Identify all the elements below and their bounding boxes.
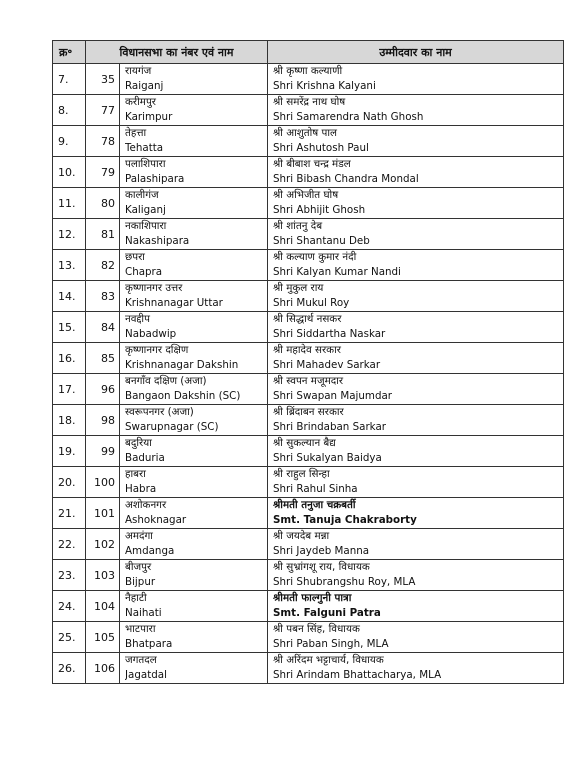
serial-number-text: 22.: [58, 537, 76, 551]
candidate-name-english: Shri Sukalyan Baidya: [273, 452, 382, 464]
constituency-name-hindi: पलाशिपारा: [125, 158, 166, 170]
candidate-name-hindi: श्री स्वपन मजूमदार: [273, 375, 344, 387]
candidate-name-hindi: श्री समरेंद्र नाथ घोष: [273, 96, 346, 108]
serial-number-text: 9.: [58, 134, 69, 148]
serial-number-text: 24.: [58, 599, 76, 613]
constituency-number: [86, 405, 120, 436]
serial-number: [53, 498, 86, 529]
serial-number-text: 7.: [58, 72, 69, 86]
serial-number-text: 10.: [58, 165, 76, 179]
candidate-name-hindi: श्री सुभ्रांगशू राय, विधायक: [273, 561, 370, 573]
table-row: [53, 529, 564, 560]
table-row: [53, 95, 564, 126]
constituency-name-hindi: बीजपुर: [125, 561, 152, 573]
constituency-name: [120, 64, 268, 95]
candidate-name-hindi: श्रीमती तनुजा चक्रबर्ती: [273, 499, 356, 511]
serial-number: [53, 250, 86, 281]
constituency-name: [120, 560, 268, 591]
constituency-number-text: 79: [101, 165, 115, 179]
serial-header: क्र॰: [53, 41, 86, 64]
candidate-name: [268, 529, 564, 560]
candidate-name: [268, 95, 564, 126]
constituency-name-hindi: कृष्णानगर उत्तर: [125, 282, 183, 294]
table-row: [53, 219, 564, 250]
constituency-number: [86, 95, 120, 126]
candidate-name-english: Shri Krishna Kalyani: [273, 80, 376, 92]
serial-number: [53, 281, 86, 312]
constituency-number-text: 99: [101, 444, 115, 458]
constituency-number-text: 104: [94, 599, 115, 613]
constituency-name: [120, 157, 268, 188]
constituency-number: [86, 653, 120, 684]
candidate-name: [268, 157, 564, 188]
constituency-name: [120, 653, 268, 684]
candidate-name: [268, 250, 564, 281]
table-row: [53, 560, 564, 591]
serial-number: [53, 560, 86, 591]
constituency-number: [86, 622, 120, 653]
constituency-name: [120, 591, 268, 622]
constituency-number-text: 80: [101, 196, 115, 210]
serial-number: [53, 374, 86, 405]
serial-number: [53, 64, 86, 95]
serial-number-text: 18.: [58, 413, 76, 427]
candidate-name-hindi: श्री शांतनु देब: [273, 220, 323, 232]
candidate-name-hindi: श्री जयदेब मन्ना: [273, 530, 330, 542]
constituency-name: [120, 622, 268, 653]
candidate-name-english: Shri Jaydeb Manna: [273, 545, 370, 557]
candidate-name: [268, 591, 564, 622]
constituency-name-hindi: नकाशिपारा: [125, 220, 167, 232]
constituency-name-hindi: नैहाटी: [125, 592, 147, 604]
candidate-name-english: Shri Swapan Majumdar: [273, 390, 393, 402]
constituency-name-hindi: तेहत्ता: [125, 127, 147, 139]
table-row: [53, 467, 564, 498]
constituency-name-english: Nabadwip: [125, 328, 177, 340]
serial-number-text: 16.: [58, 351, 76, 365]
constituency-number-text: 106: [94, 661, 115, 675]
constituency-name-hindi: कालीगंज: [125, 189, 159, 201]
constituency-number-text: 78: [101, 134, 115, 148]
candidate-name-hindi: श्री अभिजीत घोष: [273, 189, 339, 201]
candidate-name-hindi: श्री महादेव सरकार: [273, 344, 341, 356]
serial-number: [53, 312, 86, 343]
serial-number-text: 25.: [58, 630, 76, 644]
serial-number-text: 8.: [58, 103, 69, 117]
constituency-name-hindi: छपरा: [125, 251, 145, 263]
constituency-name: [120, 219, 268, 250]
constituency-number: [86, 529, 120, 560]
candidate-name-hindi: श्री ब्रिंदाबन सरकार: [273, 406, 344, 418]
candidate-name-english: Shri Rahul Sinha: [273, 483, 358, 495]
candidate-name-english: Shri Mukul Roy: [273, 297, 350, 309]
constituency-name-english: Jagatdal: [125, 669, 167, 681]
constituency-number-text: 105: [94, 630, 115, 644]
serial-number: [53, 188, 86, 219]
constituency-name: [120, 405, 268, 436]
constituency-number: [86, 64, 120, 95]
constituency-name: [120, 374, 268, 405]
constituency-name: [120, 467, 268, 498]
constituency-name: [120, 188, 268, 219]
constituency-number-text: 81: [101, 227, 115, 241]
candidate-table: [52, 40, 564, 684]
serial-number: [53, 126, 86, 157]
serial-number: [53, 591, 86, 622]
candidate-name-english: Smt. Tanuja Chakraborty: [273, 514, 417, 526]
constituency-name-english: Baduria: [125, 452, 165, 464]
constituency-name: [120, 95, 268, 126]
constituency-number-text: 96: [101, 382, 115, 396]
constituency-name-hindi: भाटपारा: [125, 623, 156, 635]
constituency-number-text: 102: [94, 537, 115, 551]
constituency-name-english: Krishnanagar Uttar: [125, 297, 223, 309]
serial-number-text: 19.: [58, 444, 76, 458]
candidate-name-english: Shri Mahadev Sarkar: [273, 359, 381, 371]
candidate-name: [268, 498, 564, 529]
constituency-number: [86, 467, 120, 498]
constituency-number: [86, 498, 120, 529]
candidate-header: उम्मीदवार का नाम: [268, 41, 564, 64]
constituency-name: [120, 343, 268, 374]
constituency-name-english: Bhatpara: [125, 638, 173, 650]
table-row: [53, 312, 564, 343]
constituency-number-text: 103: [94, 568, 115, 582]
constituency-name-hindi: बदुरिया: [125, 437, 152, 449]
constituency-number: [86, 281, 120, 312]
constituency-number-text: 98: [101, 413, 115, 427]
serial-number: [53, 157, 86, 188]
candidate-name-english: Shri Shantanu Deb: [273, 235, 370, 247]
candidate-name: [268, 622, 564, 653]
serial-number: [53, 95, 86, 126]
serial-number-text: 21.: [58, 506, 76, 520]
candidate-name: [268, 312, 564, 343]
constituency-number: [86, 436, 120, 467]
candidate-name: [268, 436, 564, 467]
constituency-name: [120, 281, 268, 312]
serial-number-text: 23.: [58, 568, 76, 582]
candidate-name: [268, 560, 564, 591]
constituency-name: [120, 498, 268, 529]
constituency-number: [86, 219, 120, 250]
serial-number-text: 11.: [58, 196, 76, 210]
candidate-name-hindi: श्री आशुतोष पाल: [273, 127, 338, 139]
constituency-name-hindi: करीमपुर: [125, 96, 157, 108]
candidate-name-english: Shri Shubrangshu Roy, MLA: [273, 576, 416, 588]
constituency-name-english: Naihati: [125, 607, 162, 619]
constituency-name: [120, 436, 268, 467]
serial-number-text: 20.: [58, 475, 76, 489]
candidate-name-english: Shri Paban Singh, MLA: [273, 638, 389, 650]
table-row: [53, 64, 564, 95]
constituency-number: [86, 157, 120, 188]
candidate-name-hindi: श्रीमती फाल्गुनी पात्रा: [273, 592, 352, 604]
table-row: [53, 622, 564, 653]
constituency-name: [120, 126, 268, 157]
constituency-name-english: Krishnanagar Dakshin: [125, 359, 239, 371]
candidate-name: [268, 219, 564, 250]
constituency-number-text: 77: [101, 103, 115, 117]
candidate-name: [268, 126, 564, 157]
constituency-number: [86, 188, 120, 219]
serial-number: [53, 622, 86, 653]
constituency-name-hindi: रायगंज: [125, 65, 152, 77]
constituency-name-english: Swarupnagar (SC): [125, 421, 219, 433]
constituency-name-english: Bangaon Dakshin (SC): [125, 390, 241, 402]
candidate-name-hindi: श्री कृष्णा कल्याणी: [273, 65, 343, 77]
constituency-number: [86, 560, 120, 591]
candidate-name: [268, 343, 564, 374]
constituency-number-text: 82: [101, 258, 115, 272]
table-row: [53, 343, 564, 374]
serial-number-text: 14.: [58, 289, 76, 303]
constituency-name-hindi: हाबरा: [125, 468, 146, 480]
constituency-name-hindi: अशोकनगर: [125, 499, 167, 511]
table-row: [53, 281, 564, 312]
table-header-row: [53, 41, 564, 64]
candidate-name-hindi: श्री राहुल सिन्हा: [273, 468, 330, 480]
constituency-name-english: Karimpur: [125, 111, 173, 123]
table-row: [53, 436, 564, 467]
candidate-name: [268, 281, 564, 312]
table-row: [53, 405, 564, 436]
candidate-name: [268, 467, 564, 498]
serial-number: [53, 467, 86, 498]
table-row: [53, 250, 564, 281]
candidate-name-hindi: श्री मुकुल राय: [273, 282, 324, 294]
candidate-name-english: Shri Bibash Chandra Mondal: [273, 173, 419, 185]
constituency-name-hindi: स्वरूपनगर (अजा): [125, 406, 194, 418]
candidate-name-hindi: श्री पबन सिंह, विधायक: [273, 623, 360, 635]
constituency-number-text: 85: [101, 351, 115, 365]
constituency-header: विधानसभा का नंबर एवं नाम: [86, 41, 268, 64]
constituency-name-english: Palashipara: [125, 173, 185, 185]
serial-number-text: 17.: [58, 382, 76, 396]
constituency-name: [120, 250, 268, 281]
constituency-number-text: 83: [101, 289, 115, 303]
constituency-number: [86, 312, 120, 343]
constituency-name-english: Amdanga: [125, 545, 175, 557]
constituency-name-hindi: जगतदल: [125, 654, 157, 666]
candidate-name: [268, 374, 564, 405]
constituency-name-english: Habra: [125, 483, 157, 495]
serial-number: [53, 529, 86, 560]
candidate-name: [268, 653, 564, 684]
candidate-name-english: Shri Kalyan Kumar Nandi: [273, 266, 401, 278]
constituency-name-hindi: नवद्दीप: [125, 313, 150, 325]
candidate-name-english: Shri Samarendra Nath Ghosh: [273, 111, 424, 123]
candidate-name-hindi: श्री कल्याण कुमार नंदी: [273, 251, 357, 263]
constituency-number-text: 100: [94, 475, 115, 489]
serial-number: [53, 405, 86, 436]
constituency-number-text: 101: [94, 506, 115, 520]
candidate-name-english: Shri Siddartha Naskar: [273, 328, 386, 340]
constituency-number-text: 84: [101, 320, 115, 334]
constituency-name-hindi: कृष्णानगर दक्षिण: [125, 344, 189, 356]
constituency-name-hindi: अमदंगा: [125, 530, 153, 542]
table-body: [53, 64, 564, 684]
serial-number: [53, 436, 86, 467]
table-row: [53, 157, 564, 188]
constituency-number: [86, 374, 120, 405]
table-row: [53, 498, 564, 529]
constituency-number: [86, 343, 120, 374]
serial-number: [53, 343, 86, 374]
candidate-name-english: Shri Ashutosh Paul: [273, 142, 369, 154]
constituency-number: [86, 250, 120, 281]
serial-number-text: 15.: [58, 320, 76, 334]
candidate-name: [268, 64, 564, 95]
candidate-name-hindi: श्री अरिंदम भट्टाचार्य, विधायक: [273, 654, 384, 666]
constituency-name-english: Raiganj: [125, 80, 164, 92]
serial-number: [53, 219, 86, 250]
serial-number: [53, 653, 86, 684]
table-row: [53, 591, 564, 622]
candidate-name-hindi: श्री सिद्धार्थ नसकर: [273, 313, 342, 325]
candidate-list-sheet: [52, 40, 563, 684]
candidate-name-hindi: श्री सुकल्यान बैद्य: [273, 437, 336, 449]
candidate-name-english: Shri Brindaban Sarkar: [273, 421, 387, 433]
candidate-name-english: Smt. Falguni Patra: [273, 607, 381, 619]
candidate-name: [268, 405, 564, 436]
constituency-name: [120, 312, 268, 343]
candidate-name-hindi: श्री बीबाश चन्द्र मंडल: [273, 158, 351, 170]
table-row: [53, 126, 564, 157]
constituency-name-hindi: बनगाँव दक्षिण (अजा): [125, 375, 207, 387]
serial-number-text: 26.: [58, 661, 76, 675]
serial-number-text: 13.: [58, 258, 76, 272]
candidate-name-english: Shri Abhijit Ghosh: [273, 204, 366, 216]
constituency-name-english: Chapra: [125, 266, 163, 278]
table-row: [53, 653, 564, 684]
serial-number-text: 12.: [58, 227, 76, 241]
table-row: [53, 374, 564, 405]
constituency-name-english: Tehatta: [125, 142, 164, 154]
constituency-name-english: Kaliganj: [125, 204, 166, 216]
constituency-name-english: Bijpur: [125, 576, 156, 588]
constituency-name-english: Ashoknagar: [125, 514, 187, 526]
constituency-number: [86, 126, 120, 157]
constituency-number-text: 35: [101, 72, 115, 86]
constituency-number: [86, 591, 120, 622]
candidate-name-english: Shri Arindam Bhattacharya, MLA: [273, 669, 442, 681]
constituency-name-english: Nakashipara: [125, 235, 190, 247]
table-row: [53, 188, 564, 219]
candidate-name: [268, 188, 564, 219]
constituency-name: [120, 529, 268, 560]
